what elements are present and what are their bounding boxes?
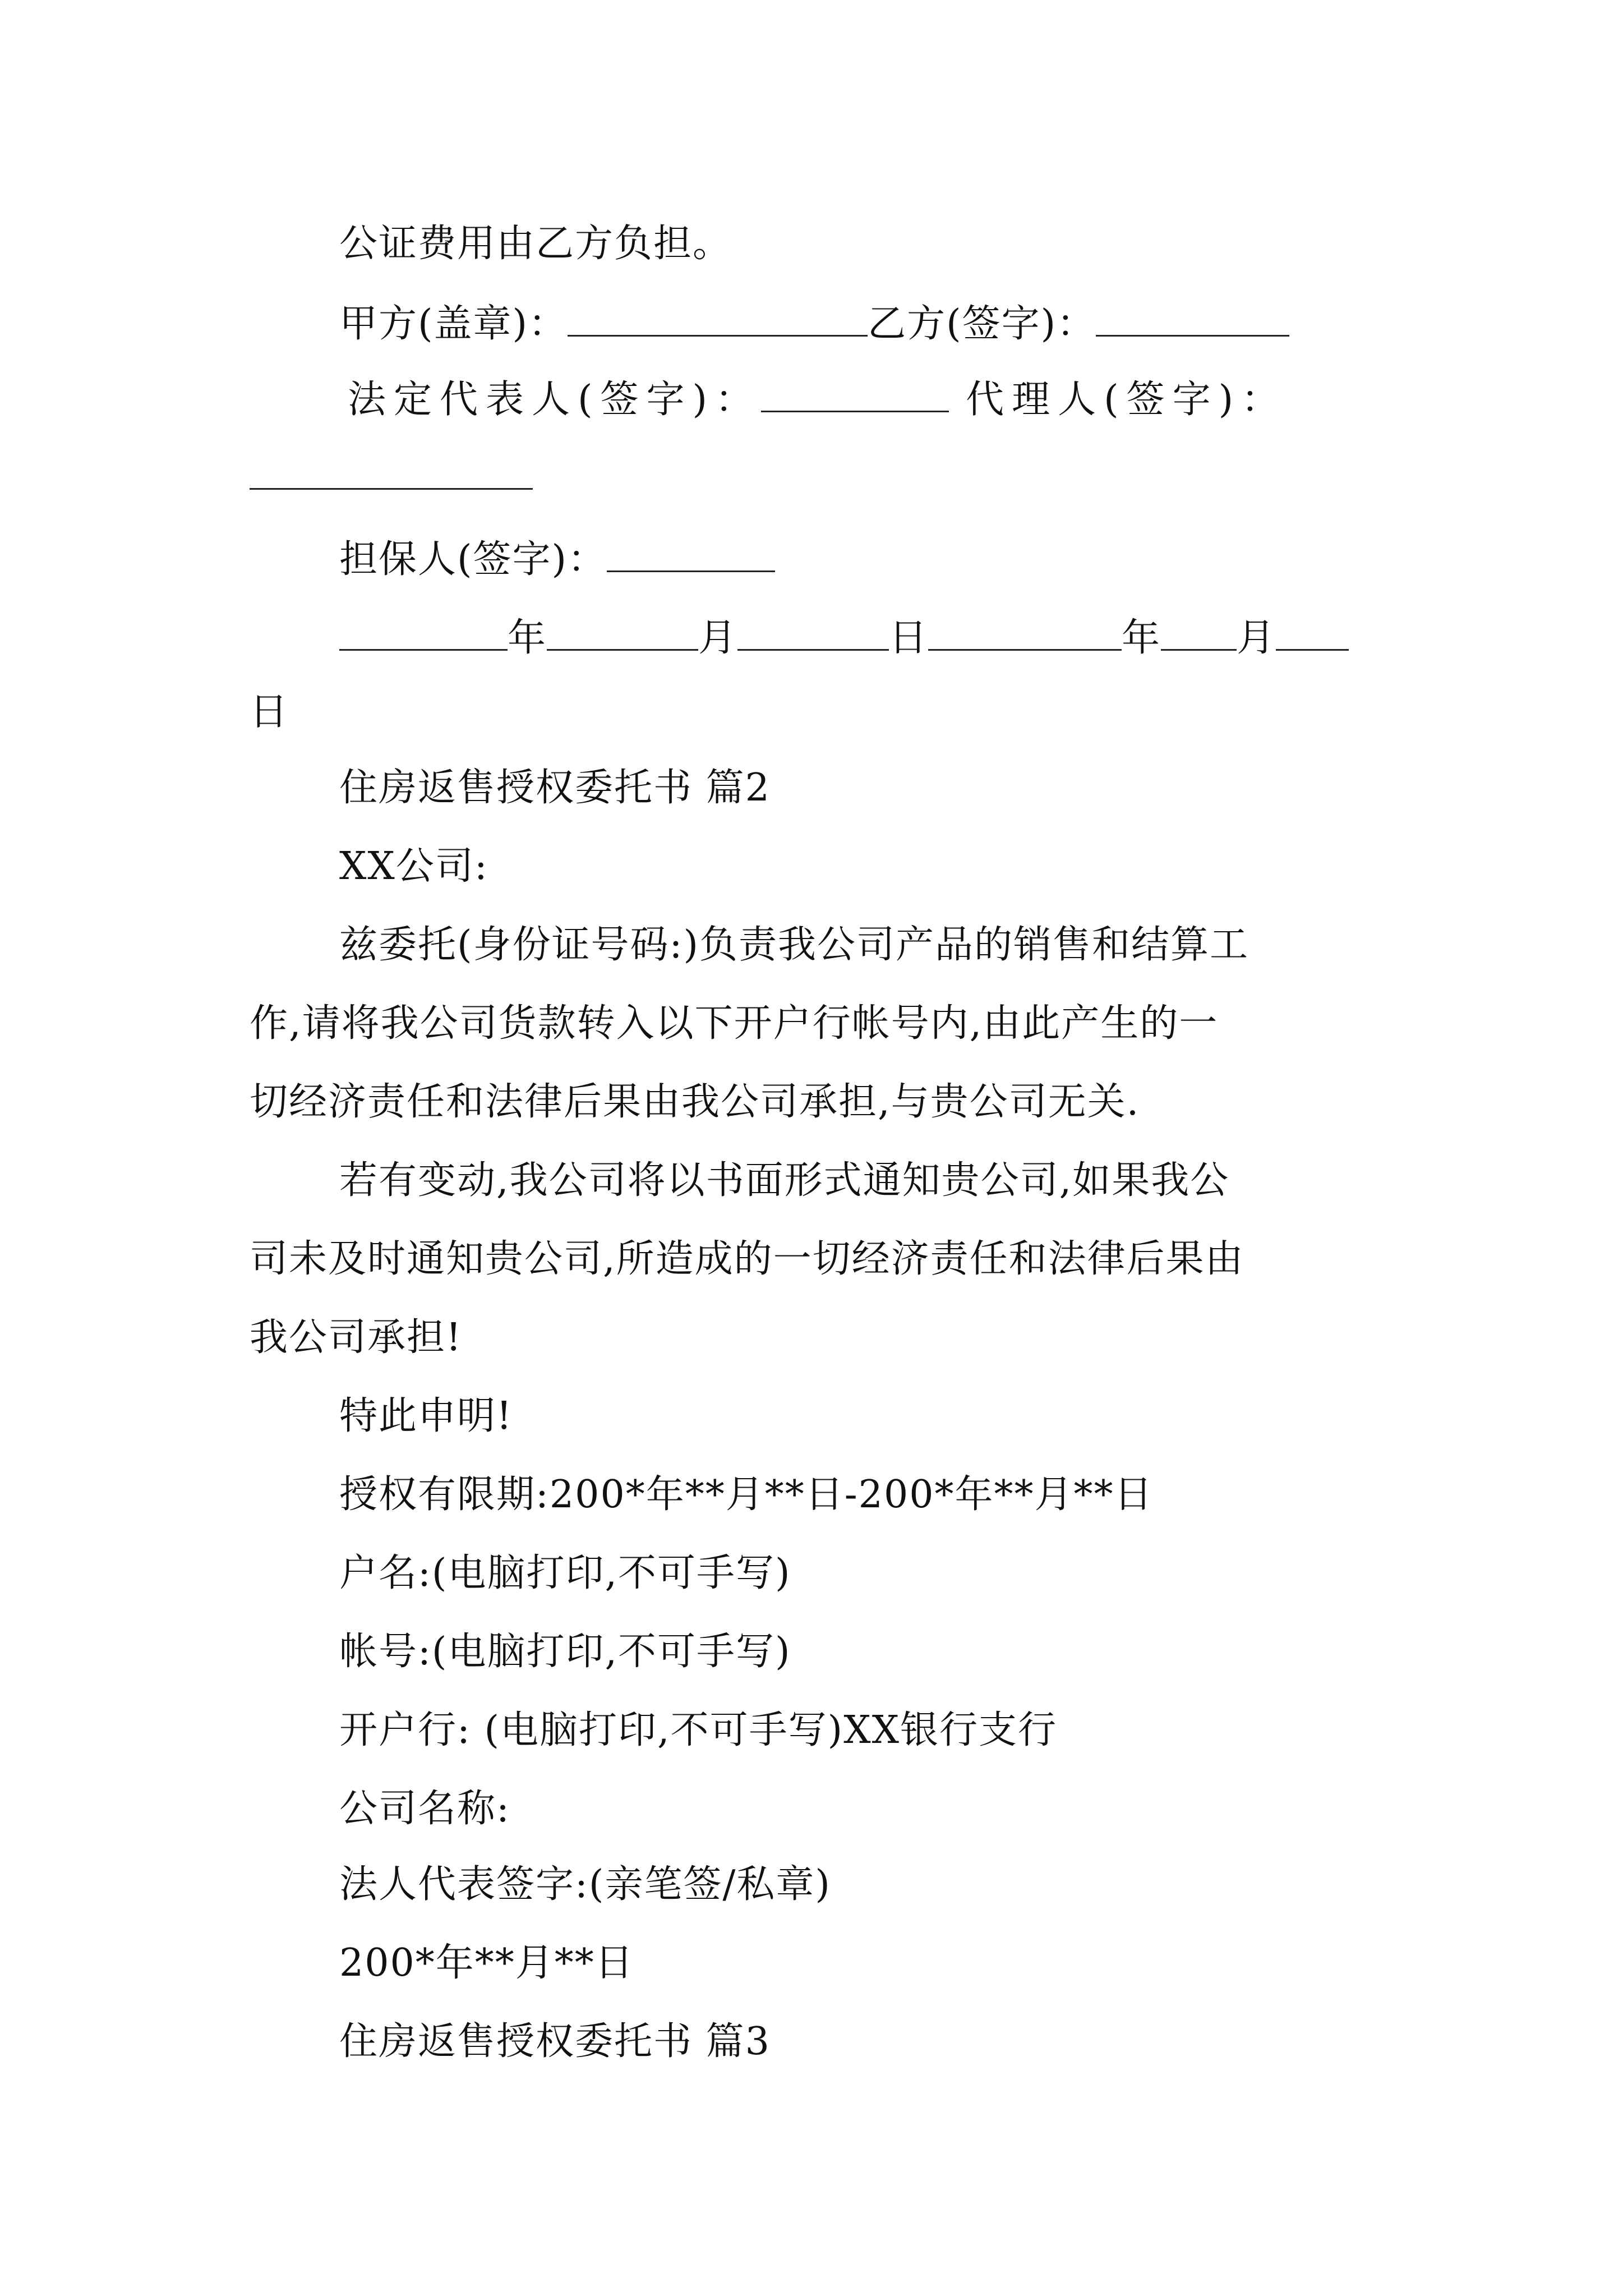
declaration: 特此申明! [339, 1394, 513, 1438]
day-label-1: 日 [889, 616, 929, 660]
year-blank-2 [928, 614, 1122, 651]
opening-bank: 开户行: (电脑打印,不可手写)XX银行支行 [339, 1708, 1058, 1752]
party-signature-line [339, 300, 1289, 345]
paragraph-1-line-1: 兹委托(身份证号码:)负责我公司产品的销售和结算工 [339, 923, 1249, 967]
legal-rep-agent-line [348, 376, 1287, 421]
paragraph-2-line-1: 若有变动,我公司将以书面形式通知贵公司,如果我公 [339, 1158, 1230, 1203]
guarantor-label: 担保人(签字)： [339, 537, 607, 582]
guarantor-blank [607, 536, 775, 572]
month-label-2: 月 [1237, 616, 1276, 660]
paragraph-2-line-3: 我公司承担! [250, 1315, 463, 1360]
validity-period: 授权有限期:200*年**月**日-200*年**月**日 [339, 1473, 1154, 1517]
account-name: 户名:(电脑打印,不可手写) [339, 1551, 791, 1595]
legal-rep-label: 法定代表人(签字)： [348, 378, 762, 422]
section-3-heading: 住房返售授权委托书 篇3 [339, 2019, 771, 2064]
day-blank-2 [1276, 614, 1349, 651]
legal-rep-signature: 法人代表签字:(亲笔签/私章) [339, 1862, 831, 1907]
party-b-label: 乙方(签字)： [868, 302, 1096, 346]
signing-date: 200*年**月**日 [339, 1941, 634, 1985]
agent-label: 代理人(签字)： [966, 378, 1288, 422]
party-a-blank [568, 300, 868, 337]
month-label-1: 月 [698, 616, 738, 660]
company-name: 公司名称: [339, 1787, 510, 1831]
party-a-label: 甲方(盖章)： [339, 302, 568, 346]
party-b-blank [1096, 300, 1289, 337]
section-2-heading: 住房返售授权委托书 篇2 [339, 766, 771, 810]
paragraph-1-line-3: 切经济责任和法律后果由我公司承担,与贵公司无关. [250, 1080, 1140, 1124]
legal-rep-blank [761, 376, 949, 412]
notary-fee-line: 公证费用由乙方负担。 [339, 222, 732, 266]
month-blank-2 [1161, 614, 1237, 651]
addressee: XX公司: [339, 844, 488, 889]
year-label-1: 年 [508, 616, 547, 660]
year-label-2: 年 [1122, 616, 1161, 660]
paragraph-1-line-2: 作,请将我公司货款转入以下开户行帐号内,由此产生的一 [250, 1001, 1219, 1046]
day-blank-1 [737, 614, 889, 651]
guarantor-line [339, 536, 775, 581]
date-day-wrap: 日 [250, 690, 289, 734]
date-line [339, 614, 1349, 659]
agent-blank-continuation [250, 488, 533, 490]
year-blank-1 [339, 614, 508, 651]
account-number: 帐号:(电脑打印,不可手写) [339, 1630, 791, 1674]
month-blank-1 [547, 614, 698, 651]
paragraph-2-line-2: 司未及时通知贵公司,所造成的一切经济责任和法律后果由 [250, 1237, 1244, 1281]
